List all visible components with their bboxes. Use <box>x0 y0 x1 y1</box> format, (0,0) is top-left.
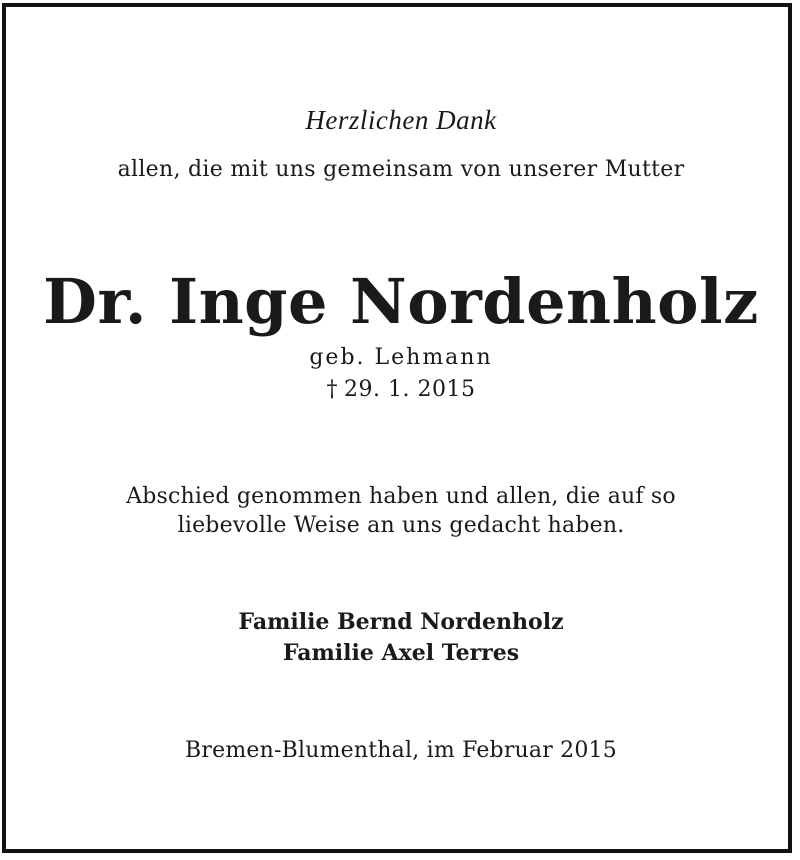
family-name: Familie Axel Terres <box>282 640 520 666</box>
obituary-notice-frame <box>2 3 792 853</box>
thanks-paragraph <box>6 482 796 540</box>
intro-text: allen, die mit uns gemeinsam von unserer Mutter <box>117 157 685 182</box>
notice-heading: Herzlichen Dank <box>305 105 497 135</box>
deceased-name: Dr. Inge Nordenholz <box>43 265 759 338</box>
birth-name: geb. Lehmann <box>309 345 493 370</box>
families-signature <box>6 607 796 669</box>
family-name: Familie Bernd Nordenholz <box>238 609 564 635</box>
thanks-line: liebevolle Weise an uns gedacht haben. <box>177 513 625 538</box>
cross-icon: † <box>326 377 339 402</box>
death-date-line <box>6 377 796 402</box>
place-and-date: Bremen-Blumenthal, im Februar 2015 <box>185 738 617 763</box>
thanks-line: Abschied genommen haben und allen, die auf so <box>126 484 676 509</box>
death-date: 29. 1. 2015 <box>344 377 476 402</box>
